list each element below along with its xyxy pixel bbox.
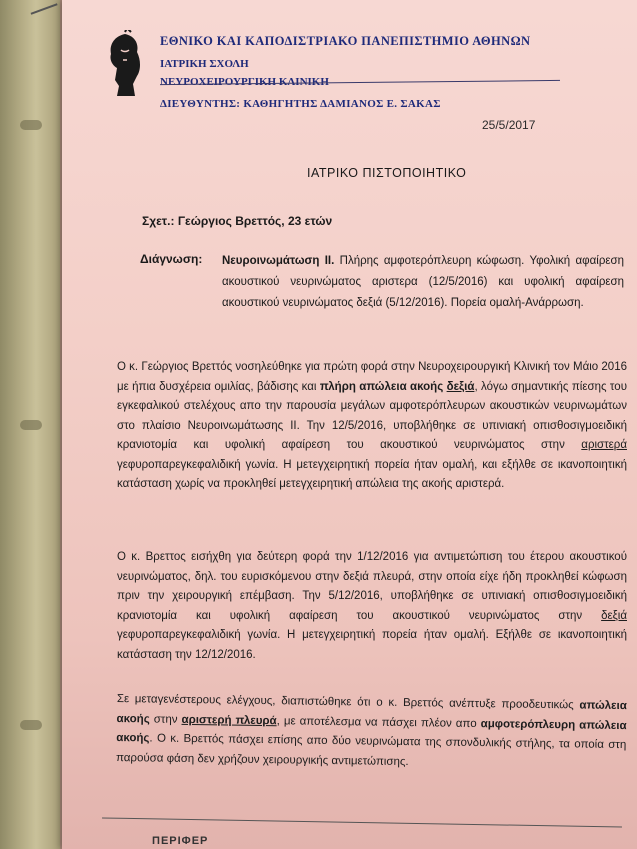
binder-spine xyxy=(0,0,60,849)
subject-line: Σχετ.: Γεώργιος Βρεττός, 23 ετών xyxy=(142,214,333,228)
school-name: ΙΑΤΡΙΚΗ ΣΧΟΛΗ xyxy=(160,58,249,70)
p3-text-e: , με αποτέλεσμα να πάσχει πλέον απο xyxy=(276,714,481,730)
p1-underline-left: αριστερά xyxy=(581,439,627,451)
diagnosis-text xyxy=(222,251,624,314)
paragraph-1 xyxy=(117,358,627,495)
university-name: ΕΘΝΙΚΟ ΚΑΙ ΚΑΠΟΔΙΣΤΡΙΑΚΟ ΠΑΝΕΠΙΣΤΗΜΙΟ ΑΘΗΝΩΝ xyxy=(160,34,531,48)
p3-bold-hearing-loss: απώλεια ακοής xyxy=(116,699,627,725)
binder-ring xyxy=(20,420,42,430)
document-date: 25/5/2017 xyxy=(482,118,536,132)
p3-bold-bilateral-loss: αμφοτερόπλευρη απώλεια ακοής xyxy=(116,717,627,745)
clinic-name: ΝΕΥΡΟΧΕΙΡΟΥΡΓΙΚΗ ΚΛΙΝΙΚΗ xyxy=(160,76,329,88)
p1-underline-right: δεξιά xyxy=(446,380,475,393)
footer-divider xyxy=(102,817,622,827)
document-title: ΙΑΤΡΙΚΟ ΠΙΣΤΟΠΟΙΗΤΙΚΟ xyxy=(307,166,467,180)
paragraph-3 xyxy=(116,690,627,775)
p2-text-c: γεφυροπαρεγκεφαλιδική γωνία. Η μετεγχειρητική πορεία ήταν ομαλή. Εξήλθε σε ικανοποιητική κατάσταση την 12/12/2016. xyxy=(117,629,627,661)
athena-logo-icon xyxy=(105,30,145,100)
letterhead xyxy=(160,34,530,110)
footer-text: ΠΕΡΙΦΕΡ xyxy=(152,835,209,847)
diagnosis-bold: Νευροινωμάτωση ΙΙ. xyxy=(222,255,335,267)
document-page xyxy=(62,0,637,849)
p3-text-g: . Ο κ. Βρεττός πάσχει επίσης απο δύο νευρινώματα της σπονδυλικής στήλης, τα οποία στη παρούσα φάση δεν χρήζουν χειρουργικής αντιμετώπισης. xyxy=(115,732,627,768)
p3-underline-left-side: αριστερή πλευρά xyxy=(181,713,277,727)
p1-text-a: Ο κ. Γεώργιος Βρεττός νοσηλεύθηκε για πρώτη φορά στην Νευροχειρουργική Κλινική τον Μάιο 2016 με ήπια δυσχέρεια ομιλίας, βάδισης και xyxy=(117,361,627,393)
p3-text-c: στην xyxy=(149,712,182,726)
p2-underline-right: δεξιά xyxy=(601,609,627,622)
binder-ring xyxy=(20,720,42,730)
diagnosis-label: Διάγνωση: xyxy=(140,252,203,266)
paragraph-2 xyxy=(117,548,627,665)
p1-bold-hearing-loss: πλήρη απώλεια ακοής xyxy=(319,380,444,393)
p3-text-a: Σε μεταγενέστερους ελέγχους, διαπιστώθηκε ότι ο κ. Βρεττός ανέπτυξε προοδευτικώς xyxy=(116,692,580,712)
p1-text-e: , λόγω σημαντικής πίεσης του εγκεφαλικού στελέχους απο την παρουσία μεγάλων αμφοτερόπλευρων ακουστικών νευρινωμάτων στο πλαίσιο Νευροινωμάτωσης ΙΙ. Την 12/5/2016, υποβλήθηκε σε υπινιακή οπισθοσιγμοειδική κρανιοτομία και υφολική αφαίρεση του ακουστικού νευρινώματος στην xyxy=(117,380,627,451)
director-line: ΔΙΕΥΘΥΝΤΗΣ: ΚΑΘΗΓΗΤΗΣ ΔΑΜΙΑΝΟΣ Ε. ΣΑΚΑΣ xyxy=(160,98,441,110)
binder-ring xyxy=(20,120,42,130)
diagnosis-body: Πλήρης αμφοτερόπλευρη κώφωση. Υφολική αφαίρεση ακουστικού νευρινώματος αριστερα (12/5/2016) και υφολική αφαίρεση ακουστικού νευρινώματος δεξιά (5/12/2016). Πορεία ομαλή-Ανάρρωση. xyxy=(222,255,624,309)
p2-text-a: Ο κ. Βρεττος εισήχθη για δεύτερη φορά την 1/12/2016 για αντιμετώπιση του έτερου ακουστικού νευρινώματος, δηλ. του ευρισκόμενου στην δεξιά πλευρά, στην οποία είχε ήδη προκληθεί κώφωση πριν την χειρουργική επέμβαση. Την 5/12/2016, υποβλήθηκε σε υπινιακή οπισθοσιγμοειδική κρανιοτομία και υφολική αφαίρεση του ακουστικού νευρινώματος στην xyxy=(117,551,627,622)
p1-text-g: γεφυροπαρεγκεφαλιδική γωνία. Η μετεγχειρητική πορεία ήταν ομαλή, και εξήλθε σε ικανοποιητική κατάσταση χωρίς να προκληθεί μετεγχειρητική απώλεια της ακοής αριστερά. xyxy=(117,458,627,490)
